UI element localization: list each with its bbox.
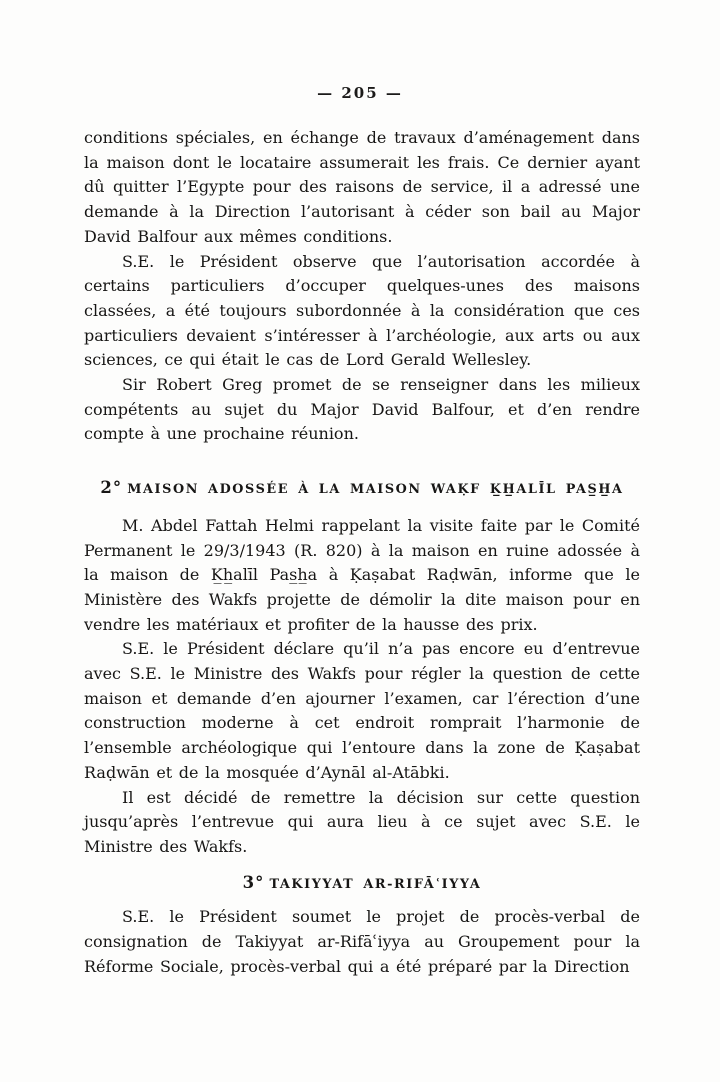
paragraph-president-observe: S.E. le Président observe que l’autorisation accordée à certains particuliers d’occuper quelques-unes des maisons classées, a été toujours subordonnée à la considération que ces particuliers devaient s’intéresser à l’archéologie, aux arts ou aux sciences, ce qui était le cas de Lord Gerald Wellesley.	[84, 251, 640, 370]
paragraph-proces-verbal: S.E. le Président soumet le projet de procès-verbal de consignation de Takiyyat ar-Rifāʿiyya au Groupement pour la Réforme Sociale, procès-verbal qui a été préparé par la Direction	[84, 907, 640, 976]
page-number: — 205 —	[317, 84, 403, 102]
paragraph-robert-greg: Sir Robert Greg promet de se renseigner dans les milieux compétents au sujet du Major David Balfour, et d’en rendre compte à une prochaine réunion.	[84, 375, 640, 444]
paragraph-decision: Il est décidé de remettre la décision sur cette question jusqu’après l’entrevue qui aura lieu à ce sujet avec S.E. le Ministre des Wakfs.	[84, 787, 640, 856]
paragraph-continuation: conditions spéciales, en échange de travaux d’aménagement dans la maison dont le locataire assumerait les frais. Ce dernier ayant dû quitter l’Egypte pour des raisons de service, il a adressé une demande à la Direction l’autorisant à céder son bail au Major David Balfour aux mêmes conditions.	[84, 128, 640, 246]
section-2-title: MAISON ADOSSÉE À LA MAISON WAḲF K̲H̲ALĪL PAS̲H̲A	[127, 482, 624, 498]
paragraph-president-declare: S.E. le Président déclare qu’il n’a pas encore eu d’entrevue avec S.E. le Ministre des Wakfs pour régler la question de cette maison et demande d’en ajourner l’examen, car l’érection d’une construction moderne à cet endroit romprait l’harmonie de l’ensemble archéologique qui l’entoure dans la zone de Ḳaṣabat Raḍwān et de la mosquée d’Aynāl al-Atābki.	[84, 639, 640, 782]
section-heading-2	[84, 476, 640, 503]
section-heading-3	[84, 871, 640, 898]
paragraph-abdel-fattah-helmi: M. Abdel Fattah Helmi rappelant la visite faite par le Comité Permanent le 29/3/1943 (R. 820) à la maison en ruine adossée à la maison de K̲h̲alīl Pas̲h̲a à Ḳaṣabat Raḍwān, informe que le Ministère des Wakfs projette de démolir la dite maison pour en vendre les matériaux et profiter de la hausse des prix.	[84, 515, 640, 634]
section-3-number: 3°	[242, 872, 265, 892]
text-block	[84, 126, 640, 980]
section-3-title: TAKIYYAT AR-RIFĀʿIYYA	[269, 876, 482, 892]
section-2-number: 2°	[100, 478, 123, 498]
